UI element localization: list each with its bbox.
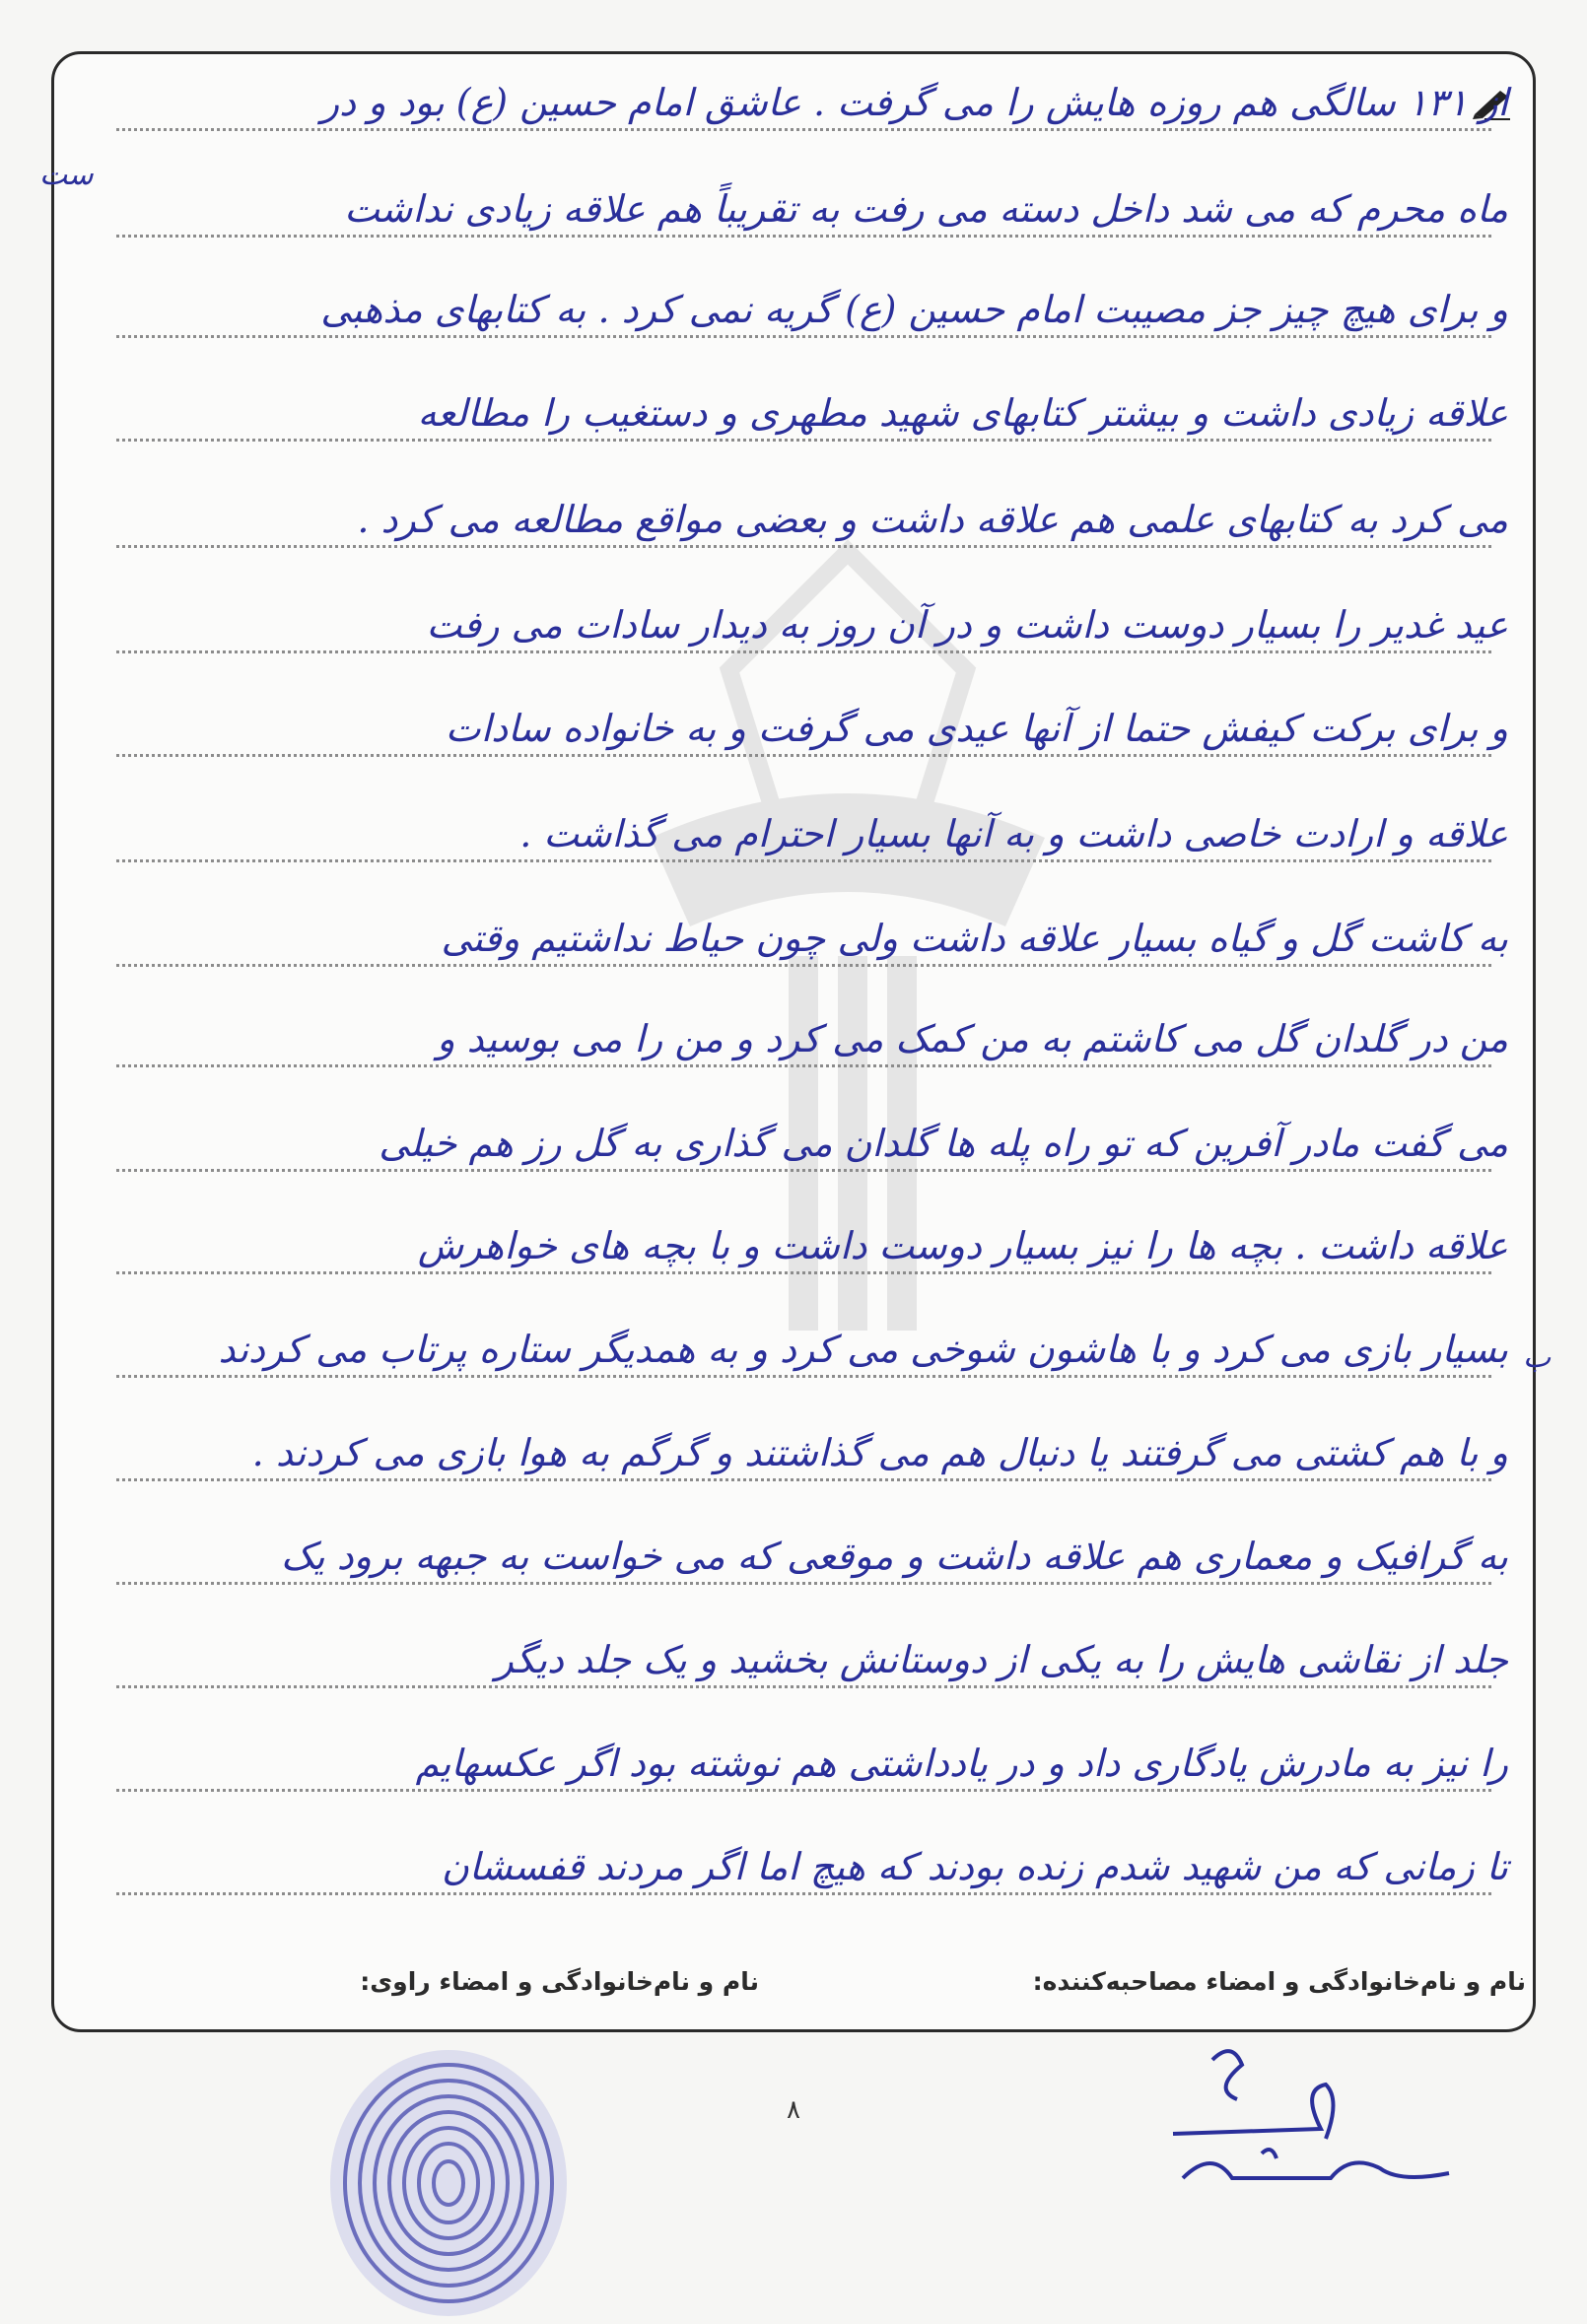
handwritten-line-18: تا زمانی که من شهید شدم زنده بودند که هیچ اما اگر مردند قفسشان: [441, 1845, 1508, 1888]
signature-mark: [1153, 2030, 1469, 2198]
handwritten-line-1: از ۱۳۱ سالگی هم روزه هایش را می گرفت . عاشق امام حسین (ع) بود و در: [320, 81, 1508, 124]
handwritten-line-11: می گفت مادر آفرین که تو راه پله ها گلدان می گذاری به گل رز هم خیلی: [379, 1122, 1508, 1165]
handwritten-line-6: عید غدیر را بسیار دوست داشت و در آن روز به دیدار سادات می رفت: [426, 603, 1508, 647]
interviewer-signature-label: نام و نام‌خانوادگی و امضاء مصاحبه‌کننده:: [1032, 1967, 1526, 1996]
handwritten-line-8: علاقه و ارادت خاصی داشت و به آنها بسیار احترام می گذاشت .: [519, 812, 1508, 855]
handwritten-line-2: ماه محرم که می شد داخل دسته می رفت به تقریباً هم علاقه زیادی نداشت: [344, 187, 1508, 231]
margin-note-side: ب: [1523, 1340, 1552, 1375]
handwritten-line-3: و برای هیچ چیز جز مصیبت امام حسین (ع) گریه نمی کرد . به کتابهای مذهبی: [320, 288, 1508, 331]
handwritten-line-7: و برای برکت کیفش حتما از آنها عیدی می گرفت و به خانواده سادات: [445, 707, 1508, 750]
handwritten-line-14: و با هم کشتی می گرفتند یا دنبال هم می گذاشتند و گرگم به هوا بازی می کردند .: [251, 1431, 1508, 1474]
narrator-signature-label: نام و نام‌خانوادگی و امضاء راوی:: [360, 1967, 759, 1996]
page-number: ۸: [787, 2095, 800, 2125]
handwritten-line-5: می کرد به کتابهای علمی هم علاقه داشت و بعضی مواقع مطالعه می کرد .: [357, 498, 1508, 541]
handwritten-line-13: بسیار بازی می کرد و با هاشون شوخی می کرد و به همدیگر ستاره پرتاب می کردند: [218, 1328, 1508, 1371]
handwritten-line-15: به گرافیک و معماری هم علاقه داشت و موقعی که می خواست به جبهه برود یک: [281, 1535, 1508, 1578]
handwritten-line-12: علاقه داشت . بچه ها را نیز بسیار دوست داشت و با بچه های خواهرش: [417, 1224, 1508, 1267]
margin-note-top: ست: [39, 158, 94, 192]
handwritten-line-9: به کاشت گل و گیاه بسیار علاقه داشت ولی چون حیاط نداشتیم وقتی: [441, 917, 1508, 960]
handwritten-line-17: را نیز به مادرش یادگاری داد و در یادداشتی هم نوشته بود اگر عکسهایم: [415, 1742, 1508, 1785]
handwritten-line-16: جلد از نقاشی هایش را به یکی از دوستانش بخشید و یک جلد دیگر: [495, 1638, 1508, 1681]
handwritten-line-4: علاقه زیادی داشت و بیشتر کتابهای شهید مطهری و دستغیب را مطالعه: [417, 391, 1508, 435]
handwritten-line-10: من در گلدان گل می کاشتم به من کمک می کرد و من را می بوسید و: [437, 1017, 1508, 1060]
fingerprint-mark: [315, 2035, 582, 2321]
